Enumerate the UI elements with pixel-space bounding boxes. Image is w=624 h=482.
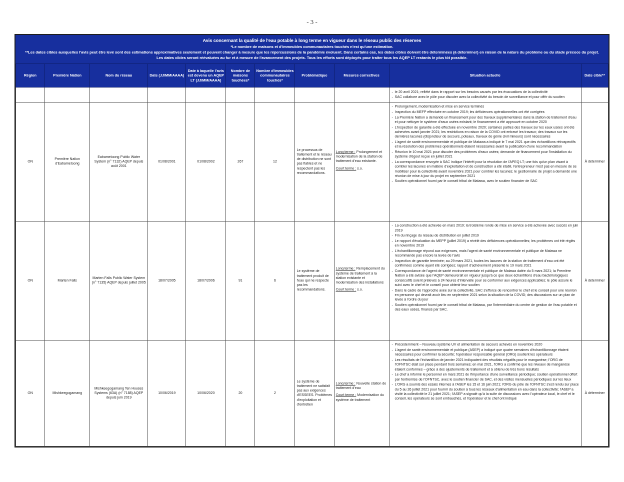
measure-short-label: Court terme : bbox=[335, 288, 357, 292]
table-header bbox=[16, 64, 609, 88]
cell-date-lt: 01/08/2002 bbox=[186, 102, 226, 221]
measure-short-term bbox=[336, 393, 388, 402]
cell-region: ON bbox=[16, 102, 45, 221]
cell-homes: 20 bbox=[226, 340, 255, 446]
situation-bullet: - L'inspection de garantie a été effectuée en novembre 2020; certaines parties des travaux sur les eaux usées ont été achevées avant janvier 2021; les restrictions en raison de la COVID ont entravé les travaux; des travaux sur les dernières lacunes (disjoncteur de secours, poteaux, travaux de génie civil mineurs) sont nécessaires bbox=[391, 125, 579, 139]
situation-bullet: - Réunion le 10 mai 2021 pour discuter des problèmes d'eaux usées; demande de financement pour l'installation du système d'égout reçue en juillet 2021 bbox=[391, 150, 579, 159]
banner-note-target-dates: **Les dates cibles auxquelles l'avis peut être levé sont des estimations approximatives seulement et peuvent changer à mesure que les répercussions de la pandémie évoluent. Dans certains cas, les dates cibles doivent être déterminées (à déterminer) en raison de la nature du problème ou du stade précoce du projet. bbox=[25, 50, 599, 55]
measure-long-text: Nouvelle station de traitement d'eau bbox=[335, 382, 387, 391]
cell-measures bbox=[334, 221, 389, 340]
situation-bullet: - L'échantillonnage répond aux exigences, mais l'agent de santé environnementale et publique de Matawa ne recommande pas encore la levée de l'avis bbox=[391, 249, 579, 258]
cell-system-name bbox=[90, 87, 148, 102]
cell-date-lt: 18/07/2006 bbox=[186, 221, 226, 340]
advisories-table bbox=[16, 64, 609, 447]
situation-bullet: - L'agent de santé environnementale et publique (ASEP) a indiqué que quatre semaines d'échantillonnage étaient nécessaires pour confirmer la sécurité; l'opérateur responsable général (ORG) soutient les opérateurs bbox=[391, 348, 579, 357]
cell-first-nation bbox=[45, 87, 90, 102]
cell-target-date: À déterminer bbox=[581, 221, 608, 340]
banner-note-reassessment: Les dates cibles seront réévaluées au fur et à mesure de l'avancement des projets. Tous les efforts sont déployés pour traiter tous les AQEP LT restants le plus tôt possible. bbox=[156, 55, 468, 60]
situation-bullet: - L'ORG a soumis des essais internes à l'ASEP les 15 et 16 juin 2021; l'ORG du pôle de l'OFNTSC s'est rendu sur place du 5 au 26 juillet 2021 pour fournir du soutien à tous les réseaux d'alimentation en eau dans la collectivité; l'ASEP a visité la collectivité le 21 juillet 2021; l'ASEP a signalé qu'à la suite de discussions avec l'opérateur local, le chef et le conseil, les opérateurs se sont embauchés, et l'opérateur et le chef ont indiqué bbox=[391, 383, 579, 401]
cell-problem: Le processus de traitement et le réseau de distribution ne sont pas fiables et ne respectent pas les recommandations. bbox=[295, 102, 334, 221]
measure-long-label: Long terme : bbox=[335, 150, 356, 154]
cell-buildings: 6 bbox=[255, 221, 295, 340]
measure-long-term bbox=[336, 382, 388, 391]
situation-bullet: - Le chef a informé le personnel en mars 2021 de l'importance d'une surveillance périodique; soutien opérationnel offert par l'entremise de l'OFNTSC, avec le soutien financier de SAC, et des visites mensuelles périodiques sur les lieux bbox=[391, 373, 579, 382]
cell-target-date: À déterminer bbox=[581, 340, 608, 446]
situation-bullet: - le 20 avril 2021; reflété dans le rapport sur les besoins causés par les évacuations de la collectivité bbox=[391, 90, 579, 95]
situation-bullet: - La correspondance envoyée à SAC indique l'intérêt pour la résolution de l'APEQ LT; une fois qu'un plan visant à combler les lacunes en matière d'exploitation et de construction a été établi, l'entrepreneur n'est pas en mesure de se mobiliser pour la collectivité avant novembre 2021 pour combler les lacunes; le gestionnaire de projet a demandé une réunion de mise à jour du projet en septembre 2021 bbox=[391, 160, 579, 178]
cell-first-nation: Marten Falls bbox=[45, 221, 90, 340]
situation-bullet: - La Première Nation a demandé un financement pour des travaux supplémentaires dans la station de traitement d'eau et pour nettoyer le système d'eaux usées existant; le financement a été approuvé en octobre 2020 bbox=[391, 115, 579, 124]
situation-bullet: - Le rapport d'évaluation du MEPP (juillet 2019) a révélé des déficiences opérationnelles; les problèmes ont été réglés en novembre 2019 bbox=[391, 239, 579, 248]
cell-measures bbox=[334, 102, 389, 221]
cell-homes: 267 bbox=[226, 102, 255, 221]
cell-date-lt bbox=[186, 87, 226, 102]
cell-date bbox=[148, 87, 186, 102]
cell-first-nation: Première Nation d'Eabametoong bbox=[45, 102, 90, 221]
measure-short-term bbox=[336, 166, 388, 171]
measure-short-label: Court terme : bbox=[335, 393, 357, 398]
measure-long-term bbox=[336, 150, 388, 164]
col-header-date: Date (JJ/MM/AAAA) bbox=[148, 64, 186, 88]
cell-situation bbox=[389, 340, 581, 446]
cell-date: 10/06/2019 bbox=[148, 340, 186, 446]
measure-long-label: Long terme : bbox=[335, 382, 356, 386]
cell-situation bbox=[389, 221, 581, 340]
cell-problem: Le système de traitement ne satisfait pas aux exigences d'ESSEES. Problèmes d'exploitation et d'entretien bbox=[295, 340, 334, 446]
cell-homes bbox=[226, 87, 255, 102]
cell-situation bbox=[389, 102, 581, 221]
situation-bullet: - Correspondance de l'agent de santé environnementale et publique de Matawa datée du 5 mars 2021; la Première Nation a été avisée que l'AQEP demeurerait en vigueur jusqu'à ce que deux échantillons d'eau bactériologiques consécutifs soient prélevés à 24 heures d'intervalle pour se conformer aux exigences applicables; le pôle assure le suivi avec le chef et le conseil pour obtenir leur soutien bbox=[391, 269, 579, 287]
cell-system-name: Mishkeegogamang Ten Houses Systems (63A) (n° 7188) AQEP depuis juin 2019 bbox=[90, 340, 148, 446]
situation-bullet: - Prolongement, modernisation et mise en service terminés bbox=[391, 105, 579, 110]
cell-system-name: Eabametoong Public Water System (n° 7132) AQEP depuis août 2001 bbox=[90, 102, 148, 221]
cell-problem: Le système de traitement produit de l'eau qui ne respecte pas les recommandations. bbox=[295, 221, 334, 340]
cell-region: ON bbox=[16, 221, 45, 340]
measure-long-text: Prolongement et modernisation de la station de traitement d'eau existante. bbox=[335, 150, 383, 164]
cell-homes: 91 bbox=[226, 221, 255, 340]
cell-problem bbox=[295, 87, 334, 102]
measure-long-label: Long terme : bbox=[335, 267, 356, 271]
cell-region bbox=[16, 87, 45, 102]
col-header-problem: Problématique bbox=[295, 64, 334, 88]
situation-bullet: - Soutien opérationnel fourni par le conseil tribal de Matawa, par l'intermédiaire du centre de gestion de l'eau potable et des eaux usées, financé par SAC. bbox=[391, 303, 579, 312]
col-header-target-date: Date cible** bbox=[581, 64, 608, 88]
col-header-buildings: Nombre d'immeubles communautaires touchés* bbox=[255, 64, 295, 88]
measure-short-text: s.o. bbox=[357, 166, 363, 171]
cell-date: 18/07/2005 bbox=[148, 221, 186, 340]
cell-region: ON bbox=[16, 340, 45, 446]
situation-bullet: - Soutien opérationnel fourni par le conseil tribal de Matawa, avec le soutien financier de SAC bbox=[391, 179, 579, 184]
banner-note-estimation: *Le nombre de maisons et d'immeubles communautaires touchés n'est qu'une estimation. bbox=[230, 44, 394, 49]
situation-bullet: - SAC collabore avec le pôle pour discuter avec la collectivité du besoin de surveillance et pour offrir du soutien bbox=[391, 95, 579, 100]
measure-short-text: Modernisation du système de traitement bbox=[335, 393, 385, 402]
col-header-region: Région bbox=[16, 64, 45, 88]
measure-long-text: Remplacement du système de traitement à la station existante et modernisation des installations bbox=[335, 267, 385, 285]
cell-measures bbox=[334, 87, 389, 102]
cell-first-nation: Mishkeegogamang bbox=[45, 340, 90, 446]
measure-long-term bbox=[336, 267, 388, 285]
cell-target-date bbox=[581, 87, 608, 102]
cell-system-name: Marten Falls Public Water System (n° 7135) AQEP depuis juillet 2005 bbox=[90, 221, 148, 340]
situation-bullet: - Précédemment – Nouveau système UV et alimentation de secours achevés en novembre 2020 bbox=[391, 343, 579, 348]
cell-buildings: 2 bbox=[255, 340, 295, 446]
banner-title: Avis concernant la qualité de l'eau potable à long terme en vigueur dans le réseau public des réserves bbox=[202, 38, 422, 43]
situation-bullet: - L'agent de santé environnementale et publique de Matawa a indiqué le 7 mai 2021 que des échantillons rétrospectifs et la résolution des problèmes opérationnels étaient nécessaires avant la publication d'une recommandation bbox=[391, 140, 579, 149]
col-header-measures: Mesures correctives bbox=[334, 64, 389, 88]
measure-short-label: Court terme : bbox=[335, 166, 357, 171]
cell-date-lt: 10/06/2020 bbox=[186, 340, 226, 446]
situation-bullet: - Fin du rinçage du réseau de distribution en juillet 2019 bbox=[391, 234, 579, 239]
measure-short-term bbox=[336, 288, 388, 293]
advisory-table-sheet bbox=[15, 34, 610, 447]
situation-bullet: - Inspection de garantie terminée; au 29 mars 2021, toutes les lacunes de la station de traitement d'eau ont été confirmées comme ayant été corrigées; rapport d'achèvement présenté le 19 mars 2021 bbox=[391, 259, 579, 268]
cell-measures bbox=[334, 340, 389, 446]
situation-bullet: - Dans le cadre de l'approche axée sur la collectivité, SAC s'efforce de rencontrer le chef et le conseil pour une réunion en personne qui devrait avoir lieu en septembre 2021 selon la situation de la COVID; des discussions sur un plan de levée à l'ordre du jour bbox=[391, 288, 579, 302]
page-number: - 3 - bbox=[306, 18, 318, 26]
col-header-system-name: Nom du réseau bbox=[90, 64, 148, 88]
cell-buildings bbox=[255, 87, 295, 102]
cell-target-date: À déterminer bbox=[581, 102, 608, 221]
table-row-continuation bbox=[16, 87, 609, 102]
table-row-marten-falls bbox=[16, 221, 609, 340]
situation-bullet: - La construction a été achevée en mars 2019; la troisième ronde de mise en service a été achevée avec succès en juin 2019 bbox=[391, 224, 579, 233]
table-title-banner bbox=[16, 35, 609, 64]
col-header-homes: Nombre de maisons touchées* bbox=[226, 64, 255, 88]
col-header-date-lt: Date à laquelle l'avis est devenu un AQEP LT (JJ/MM/AAAA) bbox=[186, 64, 226, 88]
col-header-situation: Situation actuelle bbox=[389, 64, 581, 88]
cell-buildings: 12 bbox=[255, 102, 295, 221]
cell-situation bbox=[389, 87, 581, 102]
col-header-first-nation: Première Nation bbox=[45, 64, 90, 88]
table-row-eabametoong bbox=[16, 102, 609, 221]
cell-date: 01/08/2001 bbox=[148, 102, 186, 221]
situation-bullet: - Les résultats de l'échantillon de janvier 2021 indiquaient des résultats négatifs pour le manganèse; l'ORG de l'OFNTSC était sur place pendant trois semaines; en mai 2021, l'ORG a confirmé que les niveaux de manganèse étaient conformes – grâce à des ajustements de traitement et à obtenu de très bons résultats bbox=[391, 358, 579, 372]
situation-bullet: - Inspection du MEFP effectuée en octobre 2019; les déficiences opérationnelles ont été corrigées bbox=[391, 110, 579, 115]
table-row-mishkeegogamang bbox=[16, 340, 609, 446]
measure-short-text: s.o. bbox=[357, 288, 363, 292]
